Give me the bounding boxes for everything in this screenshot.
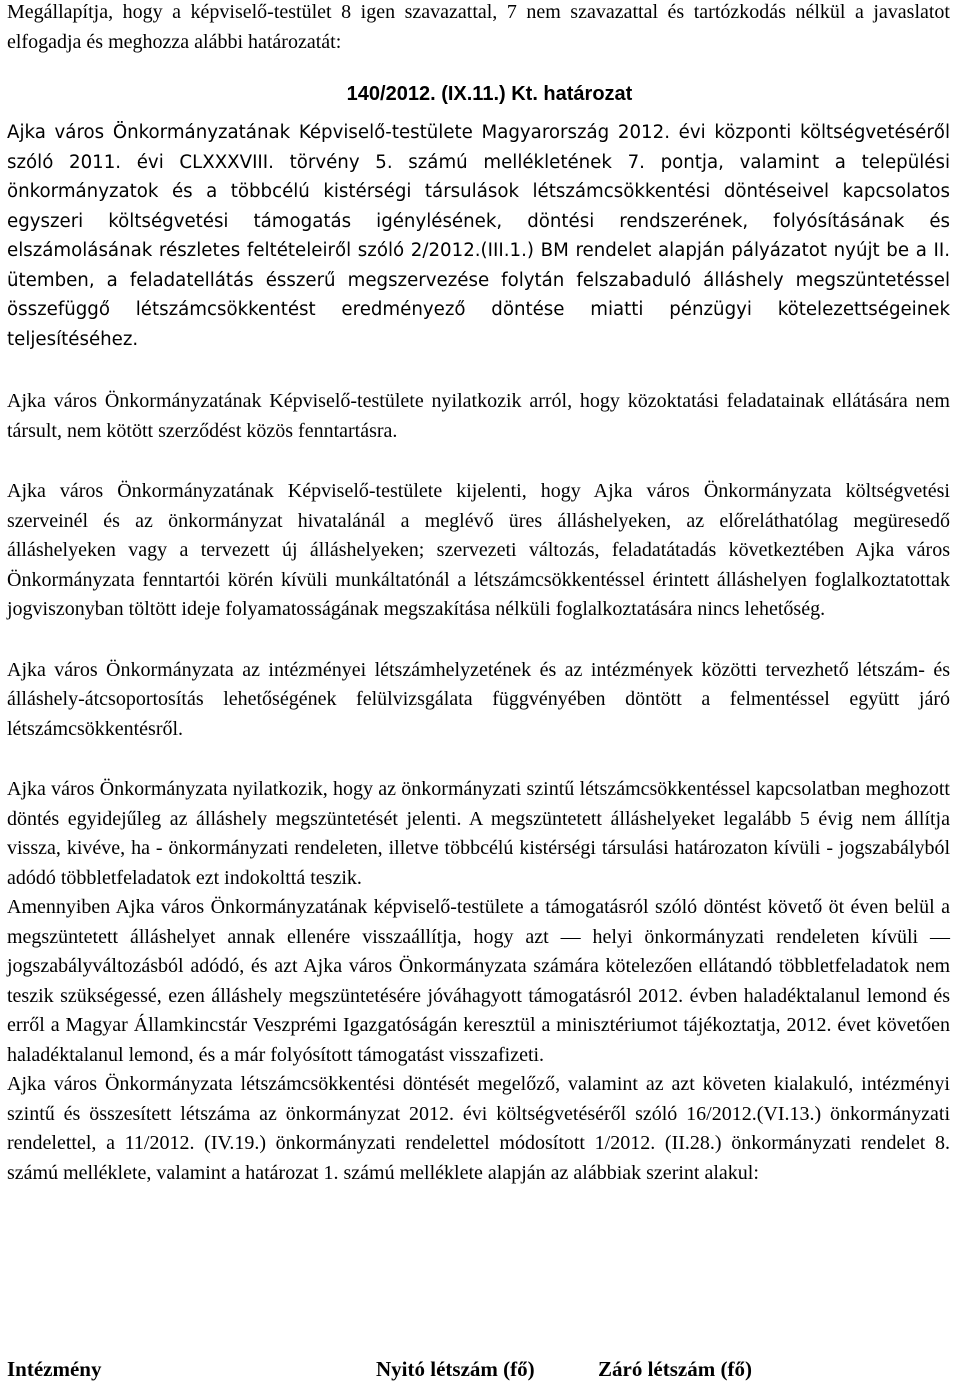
paragraph-no-employment-possibility: Ajka város Önkormányzatának Képviselő-testülete kijelenti, hogy Ajka város Önkormányzata költségvetési szerveinél és az önkormányzat hivatalánál a meglévő üres álláshelyeken, az előreláthatólag megüresedő álláshelyeken vagy a tervezett új álláshelyeken; szervezeti változás, feladatátadás következtében Ajka város Önkormányzata fenntartói körén kívüli munkáltatónál a létszámcsökkentéssel érintett álláshelyen foglalkoztatottak jogviszonyban töltött ideje folyamatosságának megszakítása nélküli foglalkoztatására nincs lehetőség. xyxy=(7,480,950,620)
paragraph-headcount-table-intro: Ajka város Önkormányzata létszámcsökkentési döntését megelőző, valamint az azt követen kialakuló, intézményi szintű és összesített létszáma az önkormányzat 2012. évi költségvetéséről szóló 16/2012.(VI.13.) önkormányzati rendelettel, a 11/2012. (IV.19.) önkormányzati rendelettel módosított 1/2012. (II.28.) önkormányzati rendelet 8. számú melléklete, valamint a határozat 1. számú melléklete alapján az alábbiak szerint alakul: xyxy=(7,1073,950,1184)
column-header-institution: Intézmény xyxy=(7,1357,102,1381)
column-header-opening-headcount: Nyitó létszám (fő) xyxy=(376,1357,535,1381)
resolution-title: 140/2012. (IX.11.) Kt. határozat xyxy=(346,83,633,105)
paragraph-application: Ajka város Önkormányzatának Képviselő-testülete Magyarország 2012. évi központi költségvetéséről szóló 2011. évi CLXXXVIII. törvény 5. számú mellékletének 7. pontja, valamint a települési önkormányzatok és a többcélú kistérségi társulások létszámcsökkentési döntéseivel kapcsolatos egyszeri költségvetési támogatás igénylésének, döntési rendszerének, folyósításának és elszámolásának részletes feltételeiről szóló 2/2012.(III.1.) BM rendelet alapján pályázatot nyújt be a II. ütemben, a feladatellátás ésszerű megszervezése folytán felszabaduló álláshely megszüntetéssel összefüggő létszámcsökkentést eredményező döntése miatti pénzügyi kötelezettségeinek teljesítéséhez. xyxy=(7,122,950,350)
paragraph-position-elimination: Ajka város Önkormányzata nyilatkozik, hogy az önkormányzati szintű létszámcsökkentéssel kapcsolatban meghozott döntés egyidejűleg az álláshely megszüntetését jelenti. A megszüntetett álláshelyeket legalább 5 évig nem állítja vissza, kivéve, ha - önkormányzati rendeleten, illetve többcélú kistérségi társulási határozaton kívüli - jogszabályból adódó többletfeladatok ezt indokolttá teszik. xyxy=(7,778,950,889)
column-header-closing-headcount: Záró létszám (fő) xyxy=(598,1357,752,1381)
paragraph-headcount-review: Ajka város Önkormányzata az intézményei létszámhelyzetének és az intézmények közötti tervezhető létszám- és álláshely-átcsoportosítás lehetőségének felülvizsgálata függvényében döntött a felmentéssel együtt járó létszámcsökkentésről. xyxy=(7,658,950,740)
intro-paragraph: Megállapítja, hogy a képviselő-testület 8 igen szavazattal, 7 nem szavazattal és tartózkodás nélkül a javaslatot elfogadja és meghozza alábbi határozatát: xyxy=(7,1,950,53)
paragraph-repayment-obligation: Amennyiben Ajka város Önkormányzatának képviselő-testülete a támogatásról szóló döntést követő öt éven belül a megszüntetett álláshelyet annak ellenére visszaállítja, hogy azt — helyi önkormányzati rendeleten kívüli — jogszabályváltozásból adódó, és azt Ajka város Önkormányzata számára kötelezően ellátandó többletfeladatok nem teszik szükségessé, ezen álláshely megszüntetésére jóváhagyott támogatásról 2012. évben haladéktalanul lemond és erről a Magyar Államkincstár Veszprémi Igazgatóságán keresztül a minisztériumot tájékoztatja, 2012. évet követően haladéktalanul lemond, és a már folyósított támogatást visszafizeti. xyxy=(7,896,950,1066)
paragraph-education-declaration: Ajka város Önkormányzatának Képviselő-testülete nyilatkozik arról, hogy közoktatási feladatainak ellátására nem társult, nem kötött szerződést közös fenntartásra. xyxy=(7,390,950,442)
